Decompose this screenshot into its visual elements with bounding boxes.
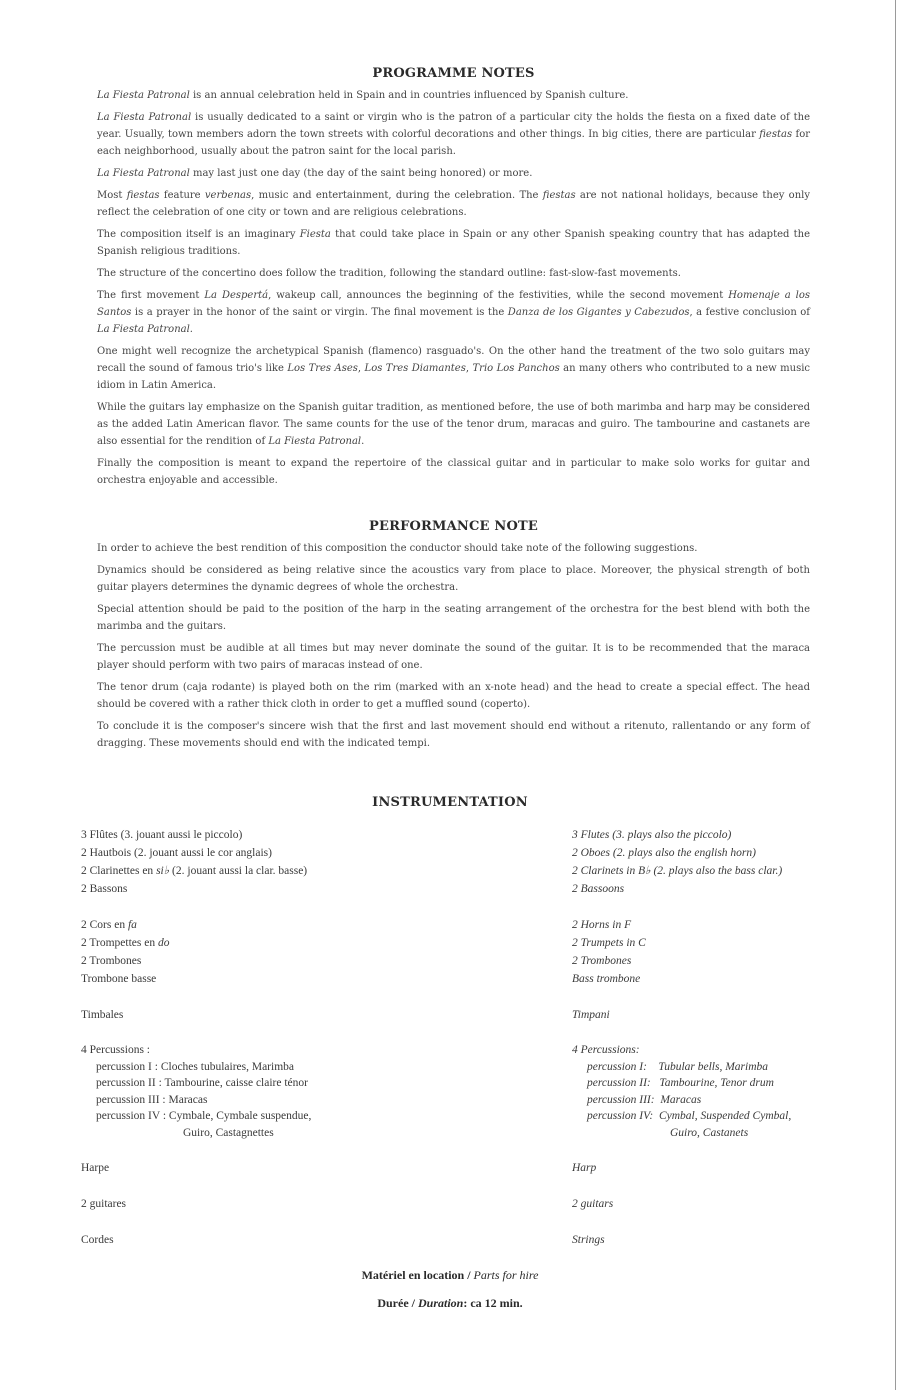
work-title-italic: La Fiesta Patronal bbox=[97, 168, 190, 179]
instrument-line: 3 Flutes (3. plays also the piccolo) bbox=[572, 829, 732, 841]
programme-paragraph bbox=[97, 226, 810, 260]
instrument-line: Harpe bbox=[81, 1162, 110, 1174]
paragraph-text: . bbox=[361, 436, 365, 447]
instrument-key: fa bbox=[127, 919, 137, 931]
programme-notes-title: PROGRAMME NOTES bbox=[372, 66, 535, 81]
paragraph-text: While the guitars lay emphasize on the Spanish guitar tradition, as mentioned before, the use of both marimba and harp may be considered as the added Latin American flavor. The same counts for the use of the tenor drum, maracas and guiro. The tambourine and castanets are also essential for the rendition of bbox=[97, 402, 810, 447]
movement-title-italic: Homenaje a los Santos bbox=[97, 290, 810, 318]
instrument-key: si♭ bbox=[156, 865, 170, 877]
programme-paragraph bbox=[97, 187, 810, 221]
work-title-italic: La Fiesta Patronal bbox=[97, 90, 190, 101]
duration-line bbox=[0, 1296, 900, 1311]
paragraph-text: that could take place in Spain or any other Spanish speaking country that has adapted the Spanish religious traditions. bbox=[97, 229, 810, 257]
ensemble-name-italic: Los Tres Diamantes bbox=[364, 363, 466, 374]
percussion-line: percussion IV : Cymbale, Cymbale suspendue, bbox=[96, 1110, 312, 1122]
programme-notes-section bbox=[97, 66, 810, 494]
instrument-line: 2 Bassons bbox=[81, 883, 128, 895]
movement-title-italic: Danza de los Gigantes y Cabezudos bbox=[507, 307, 690, 318]
paragraph-text: is usually dedicated to a saint or virgin who is the patron of a particular city the holds the fiesta on a fixed date of the year. Usually, town members adorn the town streets with colorful decorations and other things. In big cities, there are particular bbox=[97, 112, 810, 140]
instrument-line: 2 Clarinets in B♭ (2. plays also the bass clar.) bbox=[572, 865, 783, 877]
instrumentation-english-column bbox=[572, 826, 872, 1249]
instrument-line: 4 Percussions: bbox=[572, 1044, 640, 1056]
duration-value: : ca 12 min. bbox=[463, 1296, 523, 1310]
paragraph-text: . bbox=[189, 324, 193, 335]
paragraph-text: is an annual celebration held in Spain and in countries influenced by Spanish culture. bbox=[189, 90, 629, 101]
instrument-line: Cordes bbox=[81, 1234, 114, 1246]
percussion-line: percussion IV: Cymbal, Suspended Cymbal, bbox=[587, 1110, 792, 1122]
instrumentation-header bbox=[0, 795, 900, 810]
instrument-line: Timpani bbox=[572, 1009, 610, 1021]
italic-term: Fiesta bbox=[299, 229, 331, 240]
paragraph-text: The composition itself is an imaginary bbox=[97, 229, 300, 240]
ensemble-name-italic: Trio Los Panchos bbox=[472, 363, 560, 374]
instrument-line: Strings bbox=[572, 1234, 605, 1246]
italic-term: fiestas bbox=[542, 190, 576, 201]
paragraph-text: Most bbox=[97, 190, 127, 201]
instrument-line: Bass trombone bbox=[572, 973, 641, 985]
paragraph-text: is a prayer in the honor of the saint or virgin. The final movement is the bbox=[131, 307, 508, 318]
programme-paragraph bbox=[97, 399, 810, 450]
instrument-line: Timbales bbox=[81, 1009, 124, 1021]
performance-paragraph: The percussion must be audible at all times but may never dominate the sound of the guitar. It is to be recommended that the maraca player should perform with two pairs of maracas instead of one. bbox=[97, 643, 810, 671]
performance-note-section bbox=[97, 519, 810, 757]
paragraph-text: One might well recognize the archetypical Spanish (flamenco) rasguado's. On the other hand the treatment of the two solo guitars may recall the sound of famous trio's like bbox=[97, 346, 810, 374]
percussion-line: percussion II : Tambourine, caisse claire ténor bbox=[96, 1077, 308, 1089]
percussion-line: percussion III: Maracas bbox=[587, 1093, 702, 1106]
instrument-line: 4 Percussions : bbox=[81, 1044, 150, 1056]
duration-label-fr: Durée / bbox=[377, 1296, 418, 1310]
programme-paragraph bbox=[97, 287, 810, 338]
work-title-italic: La Fiesta Patronal bbox=[97, 324, 190, 335]
instrument-text: 2 Clarinettes en bbox=[81, 865, 157, 877]
duration-label-en: Duration bbox=[417, 1296, 464, 1310]
ensemble-name-italic: Los Tres Ases bbox=[287, 363, 358, 374]
instrumentation-title: INSTRUMENTATION bbox=[372, 795, 528, 810]
instrument-line bbox=[81, 934, 441, 952]
instrument-text: 2 Cors en bbox=[81, 919, 128, 931]
italic-term: verbenas bbox=[204, 190, 252, 201]
instrument-line: Harp bbox=[572, 1162, 597, 1174]
performance-paragraph: In order to achieve the best rendition of this composition the conductor should take note of the following suggestions. bbox=[97, 543, 698, 554]
instrumentation-french-column bbox=[81, 826, 441, 1249]
instrument-line: 2 guitars bbox=[572, 1198, 614, 1210]
instrument-line: 2 Trumpets in C bbox=[572, 937, 646, 949]
instrument-text: (2. jouant aussi la clar. basse) bbox=[169, 865, 308, 877]
hire-label-fr: Matériel en location / bbox=[361, 1268, 474, 1282]
instrument-line bbox=[81, 862, 441, 880]
programme-paragraph: The structure of the concertino does follow the tradition, following the standard outline: fast-slow-fast movements. bbox=[97, 268, 681, 279]
italic-term: fiestas bbox=[126, 190, 160, 201]
paragraph-text: , bbox=[357, 363, 365, 374]
work-title-italic: La Fiesta Patronal bbox=[97, 112, 192, 123]
programme-paragraph: Finally the composition is meant to expand the repertoire of the classical guitar and in particular to make solo works for guitar and orchestra enjoyable and accessible. bbox=[97, 458, 810, 486]
programme-paragraph bbox=[97, 109, 810, 160]
percussion-line: percussion I : Cloches tubulaires, Marimba bbox=[96, 1060, 295, 1073]
paragraph-text: feature bbox=[159, 190, 205, 201]
paragraph-text: may last just one day (the day of the saint being honored) or more. bbox=[189, 168, 533, 179]
performance-paragraph: Dynamics should be considered as being relative since the acoustics vary from place to place. Moreover, the physical strength of both guitar players determines the dynamic degrees of whole the orchestra. bbox=[97, 565, 810, 593]
instrument-line: 2 Bassoons bbox=[572, 883, 625, 895]
percussion-line: Guiro, Castagnettes bbox=[183, 1126, 274, 1139]
instrument-line: 2 Oboes (2. plays also the english horn) bbox=[572, 847, 756, 859]
performance-paragraph: The tenor drum (caja rodante) is played both on the rim (marked with an x-note head) and the head to create a special effect. The head should be covered with a rather thick cloth in order to get a muffled sound (coperto). bbox=[97, 682, 810, 710]
programme-paragraph bbox=[97, 165, 810, 182]
percussion-line: percussion I: Tubular bells, Marimba bbox=[587, 1060, 769, 1073]
instrument-line: 2 Hautbois (2. jouant aussi le cor anglais) bbox=[81, 847, 272, 859]
paragraph-text: , a festive conclusion of bbox=[689, 307, 810, 318]
percussion-line: percussion III : Maracas bbox=[96, 1093, 208, 1106]
percussion-line: percussion II: Tambourine, Tenor drum bbox=[587, 1077, 774, 1089]
paragraph-text: , music and entertainment, during the celebration. The bbox=[251, 190, 543, 201]
performance-paragraph: To conclude it is the composer's sincere wish that the first and last movement should end without a ritenuto, rallentando or any form of dragging. These movements should end with the indicated tempi. bbox=[97, 721, 810, 749]
paragraph-text: are not national holidays, because they only reflect the celebration of one city or town and are religious celebrations. bbox=[97, 190, 810, 218]
instrument-line: Trombone basse bbox=[81, 973, 157, 985]
performance-note-title: PERFORMANCE NOTE bbox=[369, 519, 538, 534]
instrument-line: 3 Flûtes (3. jouant aussi le piccolo) bbox=[81, 829, 243, 841]
performance-paragraph: Special attention should be paid to the position of the harp in the seating arrangement of the orchestra for the best blend with both the marimba and the guitars. bbox=[97, 604, 810, 632]
italic-term: fiestas bbox=[759, 129, 793, 140]
paragraph-text: The first movement bbox=[97, 290, 205, 301]
instrument-line: 2 Horns in F bbox=[572, 919, 632, 931]
paragraph-text: , bbox=[465, 363, 473, 374]
programme-paragraph bbox=[97, 343, 810, 394]
instrument-key: do bbox=[158, 937, 170, 949]
instrument-line: 2 Trombones bbox=[572, 955, 632, 967]
hire-label-en: Parts for hire bbox=[473, 1268, 539, 1282]
paragraph-text: an many others who contributed to a new music idiom in Latin America. bbox=[97, 363, 811, 391]
work-title-italic: La Fiesta Patronal bbox=[268, 436, 362, 447]
parts-for-hire-line bbox=[0, 1268, 900, 1283]
programme-paragraph bbox=[97, 87, 810, 104]
instrument-text: 2 Trompettes en bbox=[81, 937, 158, 949]
paragraph-text: for each neighborhood, usually about the patron saint for the local parish. bbox=[97, 129, 810, 157]
instrument-line: 2 Trombones bbox=[81, 955, 142, 967]
page-border-line bbox=[895, 0, 896, 1390]
instrument-line: 2 guitares bbox=[81, 1198, 127, 1210]
movement-title-italic: La Despertá bbox=[204, 290, 269, 301]
instrument-line bbox=[81, 916, 441, 934]
paragraph-text: , wakeup call, announces the beginning of the festivities, while the second movement bbox=[268, 290, 729, 301]
percussion-line: Guiro, Castanets bbox=[670, 1126, 749, 1139]
